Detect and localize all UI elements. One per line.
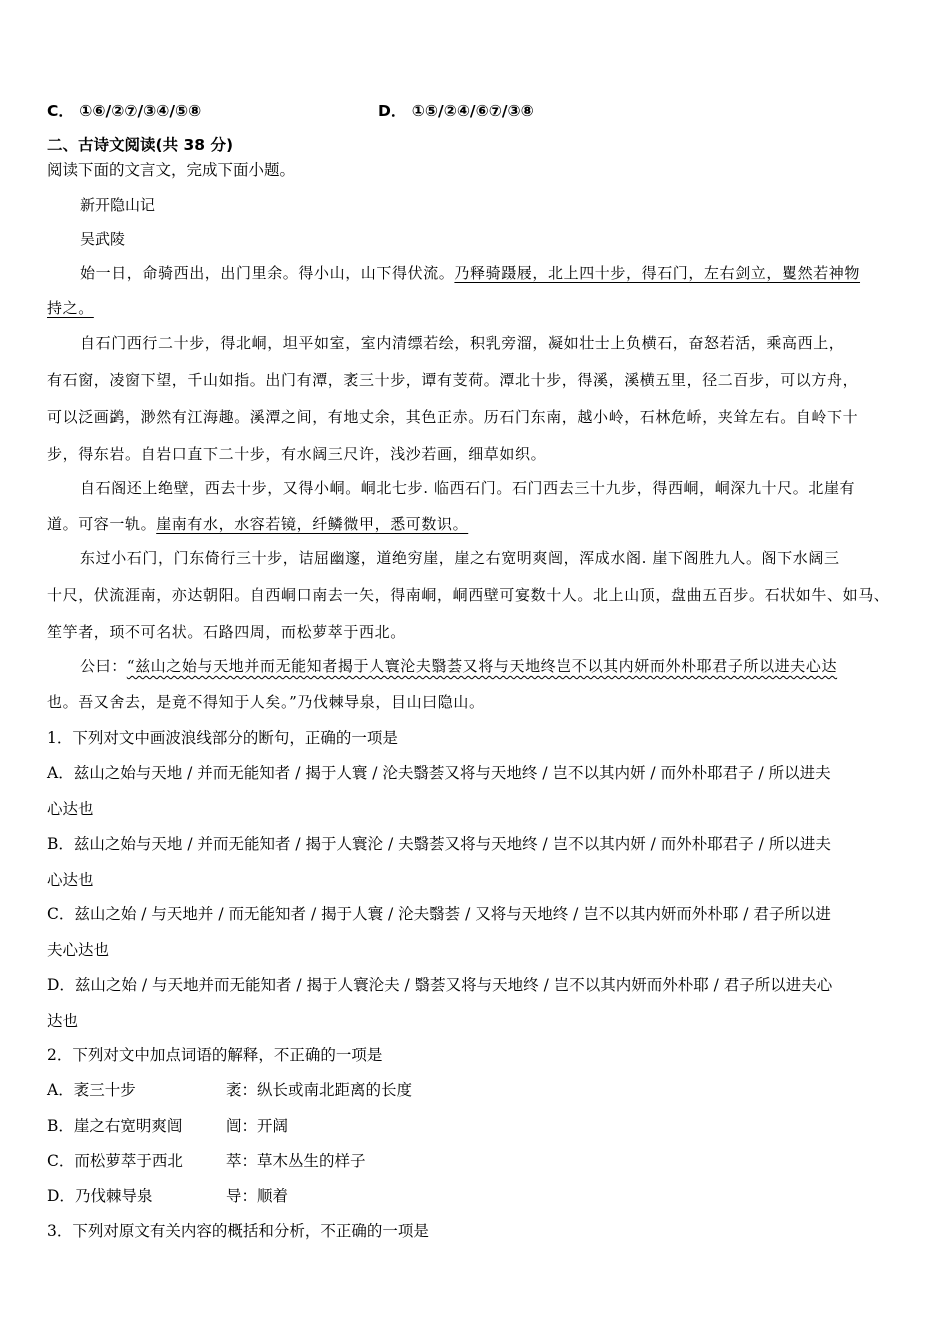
q2-b-label: B．	[47, 1117, 74, 1135]
q3-stem: 3．下列对原文有关内容的概括和分析，不正确的一项是	[47, 1222, 429, 1240]
q1-option-c[interactable]: C．兹山之始 / 与天地并 / 而无能知者 / 揭于人寰 / 沦夫翳荟 / 又将与天地终 / 岂不以其内妍而外朴耶 / 君子所以进	[47, 905, 831, 923]
passage-p2-line1: 自石门西行二十步，得北峒，坦平如室，室内清缥若绘，积乳旁溜，凝如壮士上负横石，奋怒若活，乘高西上，	[80, 334, 845, 352]
passage-p4-line2: 十尺，伏流涯南，亦达朝阳。自西峒口南去一矢，得南峒，峒西壁可宴数十人。北上山顶，盘曲五百步。石状如牛、如马、	[47, 586, 890, 604]
option-d-letter: D．	[378, 102, 407, 120]
q1-option-d-cont: 达也	[47, 1012, 79, 1030]
q1-option-b-cont: 心达也	[47, 871, 94, 889]
option-c-top	[47, 101, 201, 121]
section-heading: 二、古诗文阅读(共 38 分)	[47, 136, 234, 154]
q2-d-phrase: 乃伐棘导泉	[74, 1187, 153, 1205]
q2-b-phrase: 崖之右宽明爽闿	[73, 1117, 183, 1135]
p1-underlined-end: 持之。	[47, 299, 94, 317]
q2-option-b[interactable]	[47, 1116, 182, 1136]
passage-p1-line2	[47, 298, 94, 318]
section-instruction: 阅读下面的文言文，完成下面小题。	[47, 161, 296, 179]
q2-b-gloss: 闿：开阔	[226, 1117, 289, 1135]
q1-option-b[interactable]: B．兹山之始与天地 / 并而无能知者 / 揭于人寰沦 / 夫翳荟又将与天地终 / 岂不以其内妍 / 而外朴耶君子 / 所以进夫	[47, 835, 831, 853]
p3-underlined: 崖南有水，水容若镜，纤鳞微甲，悉可数识。	[156, 515, 469, 533]
passage-p1-line1	[80, 263, 860, 283]
q2-a-gloss: 袤：纵长或南北距离的长度	[226, 1081, 413, 1099]
passage-p2-line2: 有石窗，凌窗下望，千山如指。出门有潭，袤三十步，谭有芰荷。潭北十步，得溪，溪横五里，径二百步，可以方舟，	[47, 371, 859, 389]
passage-author: 吴武陵	[80, 230, 126, 248]
q2-a-phrase: 袤三十步	[73, 1081, 136, 1099]
option-d-top	[378, 101, 534, 121]
p1-plain: 始一日，命骑西出，出门里余。得小山，山下得伏流。	[80, 264, 455, 282]
q2-option-d[interactable]	[47, 1186, 152, 1206]
passage-p5-line1	[80, 656, 837, 676]
q2-d-gloss: 导：顺着	[226, 1187, 289, 1205]
q2-option-c[interactable]	[47, 1151, 183, 1171]
q2-c-phrase: 而松萝萃于西北	[74, 1152, 183, 1170]
passage-p5-line2: 也。吾又舍去，是竟不得知于人矣。”乃伐棘导泉，目山曰隐山。	[47, 693, 485, 711]
q2-c-label: C．	[47, 1152, 75, 1170]
q1-option-a-cont: 心达也	[47, 800, 94, 818]
q2-d-label: D．	[47, 1187, 75, 1205]
option-c-letter: C．	[47, 102, 74, 120]
q1-option-a[interactable]: A．兹山之始与天地 / 并而无能知者 / 揭于人寰 / 沦夫翳荟又将与天地终 / 岂不以其内妍 / 而外朴耶君子 / 所以进夫	[47, 764, 831, 782]
passage-p4-line1: 东过小石门，门东倚行三十步，诘屈幽邃，道绝穷崖，崖之右宽明爽闿，浑成水阁. 崖下阁胜九人。阁下水阔三	[80, 549, 840, 567]
option-d-text: ①⑤/②④/⑥⑦/③⑧	[411, 102, 534, 120]
passage-p3-line2	[47, 514, 468, 534]
q2-c-gloss: 萃：草木丛生的样子	[226, 1152, 366, 1170]
passage-p3-line1: 自石阁还上绝壁，西去十步，又得小峒。峒北七步. 临西石门。石门西去三十九步，得西峒，峒深九十尺。北崖有	[80, 479, 856, 497]
q1-stem: 1．下列对文中画波浪线部分的断句，正确的一项是	[47, 729, 398, 747]
passage-p2-line3: 可以泛画鹢，渺然有江海趣。溪潭之间，有地丈余，其色正赤。历石门东南，越小岭，石林危峤，夹耸左右。自岭下十	[47, 408, 859, 426]
p5-wavy-underlined: “兹山之始与天地并而无能知者揭于人寰沦夫翳荟又将与天地终岂不以其内妍而外朴耶君子所以进夫心达	[126, 657, 838, 675]
passage-title: 新开隐山记	[80, 196, 156, 214]
q2-stem: 2．下列对文中加点词语的解释，不正确的一项是	[47, 1046, 383, 1064]
passage-p4-line3: 笙竽者，顼不可名状。石路四周，而松萝萃于西北。	[47, 623, 406, 641]
option-c-text: ①⑥/②⑦/③④/⑤⑧	[79, 102, 202, 120]
p1-underlined: 乃释骑蹑屐，北上四十步，得石门，左右剑立，矍然若神物	[454, 264, 861, 282]
p3-plain: 道。可容一轨。	[47, 515, 157, 533]
p5-plain: 公曰：	[80, 657, 127, 675]
q1-option-d[interactable]: D．兹山之始 / 与天地并而无能知者 / 揭于人寰沦夫 / 翳荟又将与天地终 / 岂不以其内妍而外朴耶 / 君子所以进夫心	[47, 976, 833, 994]
q1-option-c-cont: 夫心达也	[47, 941, 110, 959]
passage-p2-line4: 步，得东岩。自岩口直下二十步，有水阔三尺许，浅沙若画，细草如织。	[47, 445, 547, 463]
q2-option-a[interactable]	[47, 1080, 136, 1100]
q2-a-label: A．	[47, 1081, 74, 1099]
